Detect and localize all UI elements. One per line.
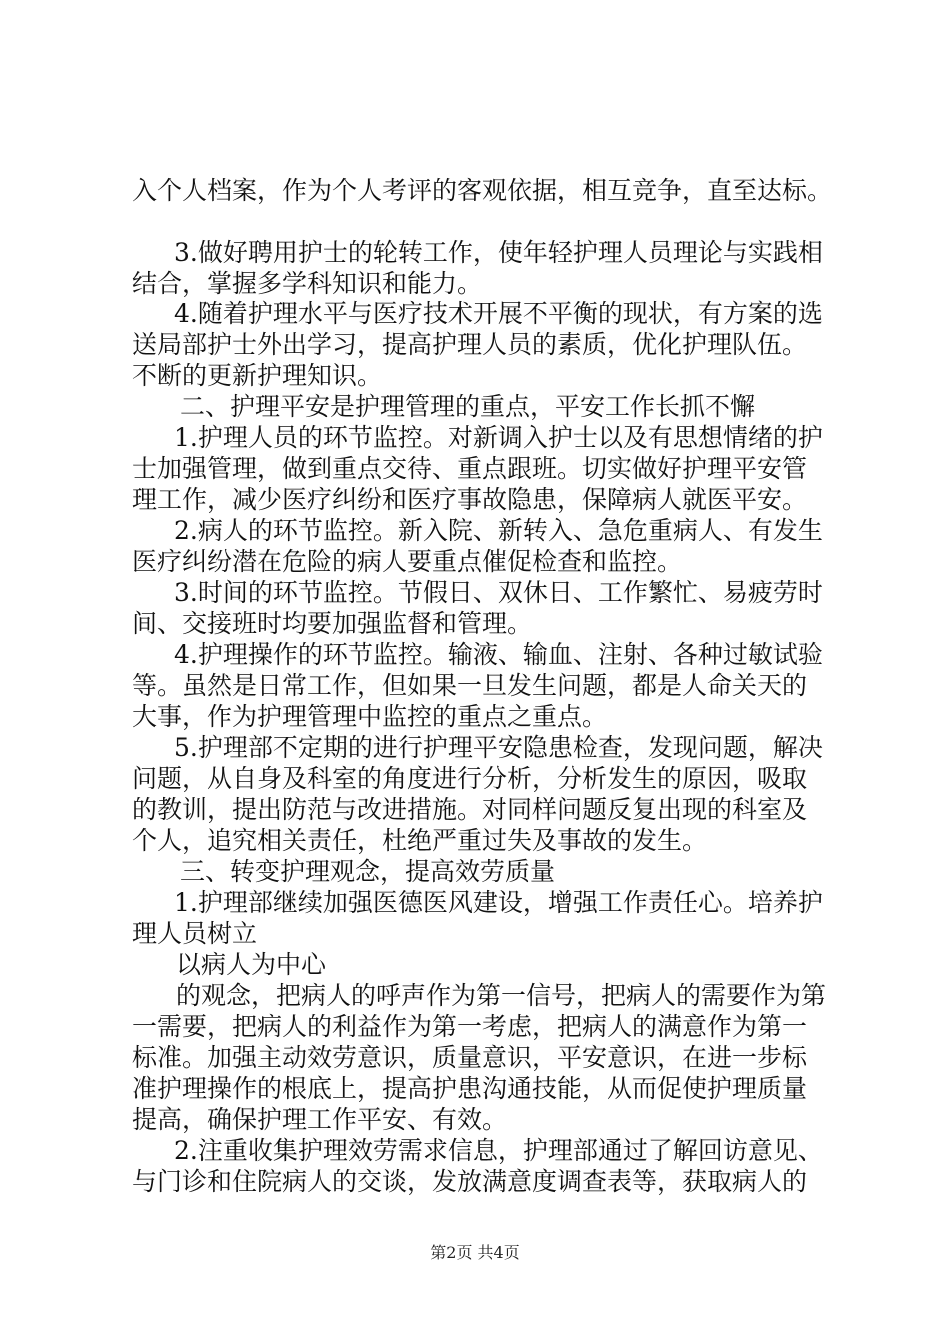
text-line: 4.护理操作的环节监控。输液、输血、注射、各种过敏试验 (174, 640, 823, 669)
text-line: 大事，作为护理管理中监控的重点之重点。 (132, 702, 608, 731)
text-line: 准护理操作的根底上，提高护患沟通技能，从而促使护理质量 (132, 1074, 808, 1103)
text-line: 间、交接班时均要加强监督和管理。 (132, 609, 533, 638)
section-heading: 三、转变护理观念，提高效劳质量 (180, 857, 556, 886)
text-line: 入个人档案，作为个人考评的客观依据，相互竞争，直至达标。 (132, 176, 833, 205)
text-line: 与门诊和住院病人的交谈，发放满意度调查表等，获取病人的 (132, 1167, 808, 1196)
text-line: 结合，掌握多学科知识和能力。 (132, 269, 483, 298)
text-line: 3.时间的环节监控。节假日、双休日、工作繁忙、易疲劳时 (174, 578, 823, 607)
page-number-footer: 第2页 共4页 (430, 1243, 520, 1262)
section-heading: 二、护理平安是护理管理的重点，平安工作长抓不懈 (180, 392, 756, 421)
text-line: 5.护理部不定期的进行护理平安隐患检查，发现问题，解决 (174, 733, 823, 762)
text-line: 标准。加强主动效劳意识，质量意识，平安意识，在进一步标 (132, 1043, 808, 1072)
text-line: 等。虽然是日常工作，但如果一旦发生问题，都是人命关天的 (132, 671, 808, 700)
text-line: 提高，确保护理工作平安、有效。 (132, 1105, 508, 1134)
text-line: 的观念，把病人的呼声作为第一信号，把病人的需要作为第 (176, 981, 827, 1010)
text-line: 1.护理人员的环节监控。对新调入护士以及有思想情绪的护 (174, 423, 823, 452)
text-line: 3.做好聘用护士的轮转工作，使年轻护理人员理论与实践相 (174, 238, 823, 267)
text-line: 的教训，提出防范与改进措施。对同样问题反复出现的科室及 (132, 795, 808, 824)
text-line: 医疗纠纷潜在危险的病人要重点催促检查和监控。 (132, 547, 683, 576)
text-line: 个人，追究相关责任，杜绝严重过失及事故的发生。 (132, 826, 708, 855)
text-line: 理工作，减少医疗纠纷和医疗事故隐患，保障病人就医平安。 (132, 485, 808, 514)
text-line: 4.随着护理水平与医疗技术开展不平衡的现状，有方案的选 (174, 299, 823, 328)
text-line: 一需要，把病人的利益作为第一考虑，把病人的满意作为第一 (132, 1012, 808, 1041)
text-line: 理人员树立 (132, 919, 258, 948)
text-line: 2.注重收集护理效劳需求信息，护理部通过了解回访意见、 (174, 1136, 823, 1165)
text-line: 士加强管理，做到重点交待、重点跟班。切实做好护理平安管 (132, 454, 808, 483)
text-line: 送局部护士外出学习，提高护理人员的素质，优化护理队伍。 (132, 330, 808, 359)
text-line: 以病人为中心 (176, 950, 327, 979)
text-line: 2.病人的环节监控。新入院、新转入、急危重病人、有发生 (174, 516, 823, 545)
text-line: 不断的更新护理知识。 (132, 361, 383, 390)
text-line: 1.护理部继续加强医德医风建设，增强工作责任心。培养护 (174, 888, 823, 917)
text-line: 问题，从自身及科室的角度进行分析，分析发生的原因，吸取 (132, 764, 808, 793)
